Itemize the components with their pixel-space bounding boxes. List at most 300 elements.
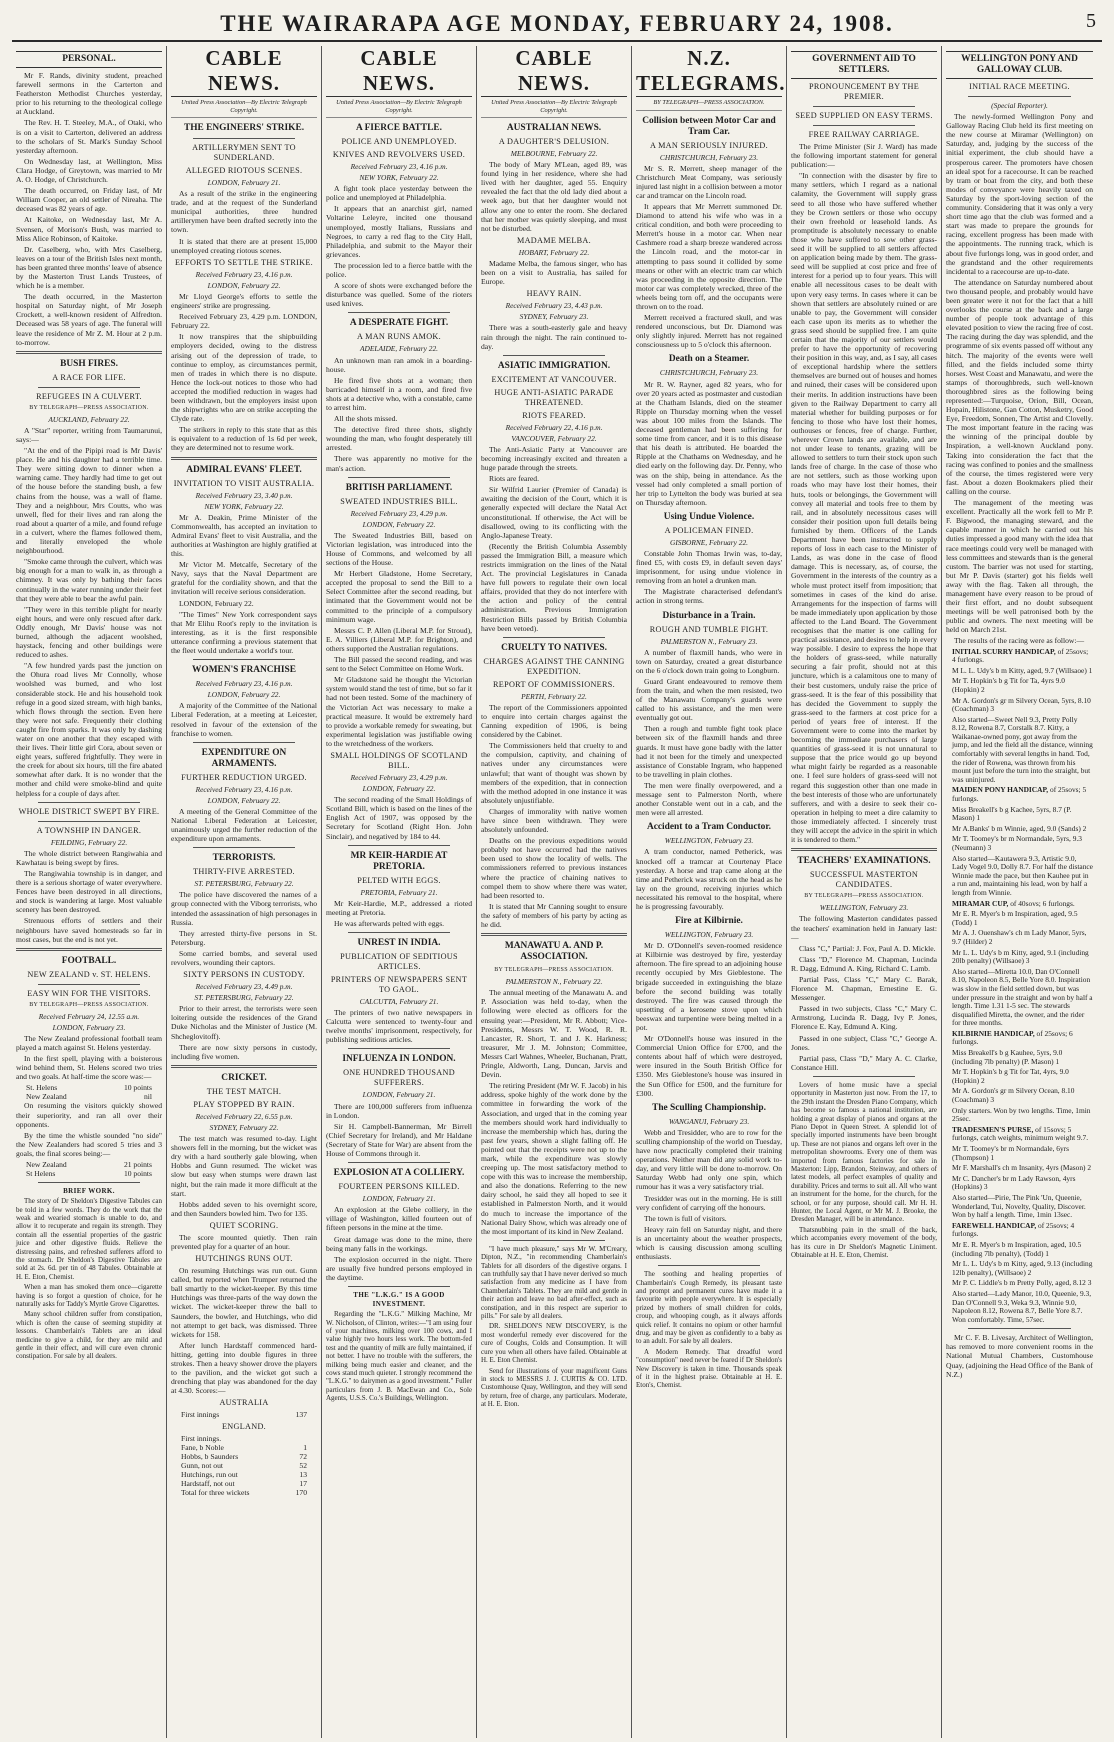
government-aid-body	[791, 142, 937, 844]
race-result-line: Only starters. Won by two lengths. Time, 1min 25sec.	[952, 1105, 1091, 1124]
copyright-credit: United Press Association—By Electric Telegraph Copyright.	[481, 99, 627, 118]
rain-body	[481, 323, 627, 350]
fleet-heading: ADMIRAL EVANS' FLEET.	[186, 464, 302, 475]
divider	[481, 933, 627, 936]
divider	[813, 1076, 915, 1077]
advertisement	[16, 1197, 162, 1361]
race-heading	[946, 648, 1093, 665]
score-line: Hardstaff, not out 17	[181, 1479, 307, 1489]
scotland-heading: SMALL HOLDINGS OF SCOTLAND BILL.	[330, 750, 468, 770]
paragraph: "The Times" New York correspondent says that Mr Elihu Root's reply to the invitation is interesting, as it is the first responsible utterance confirming a previous statement that the fleet would undertake a world's tour.	[171, 609, 317, 656]
race-result-line: Mr E. R. Myer's b m Inspiration, aged, 9.5 (Todd) 1	[952, 909, 1078, 927]
ad-heading: BRIEF WORK.	[63, 1187, 115, 1195]
press-credit: BY TELEGRAPH—PRESS ASSOCIATION.	[29, 1001, 149, 1008]
paragraph: The body of Mary M'Lean, aged 89, was found lying in her residence, where she had lived with her daughter, aged 55. Enquiry revealed the fact that the old lady died about a week ago, but that her daughter would not allow any one to enter the room. She declared that her mother was quietly sleeping, and must not be disturbed.	[481, 160, 627, 233]
divider	[171, 1065, 317, 1068]
dateline: WANGANUI, February 23.	[668, 1116, 750, 1126]
race-heading	[946, 1222, 1093, 1239]
received-line: Received February 22, 6.55 p.m.	[195, 1111, 293, 1121]
column-pony-club	[942, 46, 1097, 1738]
paragraph: On resuming Hutchings was run out. Gunn called, but reported when Trumper returned the ball smartly to the wicket-keeper. By this time Hutchings was three-parts of the way down the wicket. The wicket-keeper threw the ball to Saunders, the bowler, and Hutchings, who did not attempt to get back, was dismissed. Three wickets for 158.	[171, 1266, 317, 1339]
race-result-line: Mr T. Hopkin's b g Tit for Ta, 4yrs 9.0 (Hopkin) 2	[952, 676, 1065, 694]
paragraph: Prior to their arrest, the terrorists were seen loitering outside the residences of the Grand Duke Nicholas and the Minister of Justice (M. Shcheglovitoff).	[171, 1004, 317, 1041]
paragraph: Heavy rain fell on Saturday night, and there is an uncertainty about the weather prospects, which is causing discussion among sculling enthusiasts.	[636, 1224, 782, 1262]
received-line: Received February 23, 4.43 p.m.	[505, 301, 603, 311]
received-line: Received February 23, 4.49 p.m.	[195, 982, 293, 992]
strike-heading: THE ENGINEERS' STRIKE.	[183, 123, 305, 133]
paragraph: There was apparently no motive for the man's action.	[326, 454, 472, 473]
paragraph: It is stated that there are at present 15,000 unemployed creating riotous scenes.	[171, 236, 317, 255]
divider	[791, 848, 937, 851]
paragraph: Regarding the "L.K.G." Milking Machine, Mr W. Nicholson, of Clinton, writes:—"I am using four of your machines, milking over 100 cows, and I value highly two hours less work. The bottom-fed test and the quantity of milk are fully maintained, if not better. I have no trouble with the sufferers, the milking being much easier and cleaner, and the cows stand much quieter. I strongly recommend the "L.K.G." to dairymen as a good investment." Fuller particulars from J. B. MacEwan and Co., Sole Agents, U.S.S. Co.'s Buildings, Wellington.	[326, 1310, 472, 1403]
paragraph: The second reading of the Small Holdings of Scotland Bill, which is based on the lines of the English Act of 1907, was opposed by the Secretary for Scotland (Right Hon. John Sinclair), and negatived by 184 to 44.	[326, 795, 472, 841]
race-result-line: Also started—Lady Manor, 10.0, Queenie, 9.3, Dan O'Connell 9.3, Weka 9.3, Winnie 9.0, Napoleon 8.12, Rowena 8.7, Belle Yore 8.7. Won comfortably. Time, 57sec.	[952, 1288, 1092, 1324]
column-cable-news-1	[167, 46, 322, 1738]
received-line: Received February 23, 4.16 p.m.	[350, 162, 448, 171]
melba-body	[481, 259, 627, 286]
received-line: Received February 23, 4.16 p.m.	[195, 679, 293, 689]
hardie-heading: MR KEIR-HARDIE AT PRETORIA.	[350, 850, 448, 872]
terrorists-heading: TERRORISTS.	[212, 853, 276, 864]
paragraph: The attendance on Saturday numbered about two thousand people, and probably would have been greater were it not for the fact that a hill overlooks the course at the back and a large number of people took advantage of this elevated position to view the racing free of cost. The racing during the day was splendid, and the programme of six events passed off without any hitch. The majority of the events were well filled, and the fields included some thirty horses. West Coast and Manawatu, and were the stamps of thoroughbreds, such well-known thoroughbred sires as the following being represented:—Turquoise, Orion, Bill, Ocean, Hopain, Hilistone, Gan Cotton, Musketry, Good Eye, Freedom, Sonnen, The Artist and Clovelly. The most important feature in the racing was the winning of the principal double by Inspiration, a well-known Auckland pony. Taking into consideration the fact that the racing was confined to ponies and the smallness of the course, the times registered were very fast. About a dozen Bookmakers plied their calling on the course.	[946, 277, 1093, 496]
race-terms: of 25sovs; 5 furlongs.	[952, 785, 1087, 804]
government-aid-heading: GOVERNMENT AID TO SETTLERS.	[791, 51, 937, 79]
desperate-heading: A DESPERATE FIGHT.	[349, 318, 449, 329]
paragraph: Hobbs added seven to his overnight score, and then Saunders bowled him. Two for 135.	[171, 1199, 317, 1218]
dateline: LONDON, February 22.	[207, 795, 281, 805]
influenza-heading: INFLUENZA IN LONDON.	[342, 1054, 456, 1065]
paragraph: The death occurred, on Friday last, of Mr William Cooper, an old settler of Nireaha. The deceased was 82 years of age.	[16, 186, 162, 214]
battle-sub2: KNIVES AND REVOLVERS USED.	[332, 150, 466, 159]
undue-sub: A POLICEMAN FINED.	[664, 525, 754, 535]
paragraph: He was afterwards pelted with eggs.	[334, 918, 445, 928]
custody-heading: SIXTY PERSONS IN CUSTODY.	[183, 970, 305, 980]
dateline: WELLINGTON, February 23.	[664, 930, 754, 940]
train-heading: Disturbance in a Train.	[662, 610, 756, 621]
motor-body	[636, 164, 782, 350]
natives-body	[481, 703, 627, 929]
paragraph: It is stated that Mr Canning sought to ensure the safety of members of his party by acting as he did.	[481, 901, 627, 929]
paragraph: Lovers of home music have a special opportunity in Masterton just now. From the 17, to the 29th instant the Dresden Piano Company, which has become so famous a national institution, are holding a great display of pianos and organs at the Piano Depot in Queen Street. A splendid lot of specially imported instruments have been brought up. These are not pianos and organs left over in the metropolitan showrooms. Every one of them was imported from famous factories for sale in Masterton: Lipp, Brandon, Steinway, and others of latest models, all perfect examples of quality and durability. Prices and terms to suit all. All who want an instrument for the home, for the church, for the school, or for any purpose, should call. Mr H. H. Hunter, the Local Agent, or Mr M. J. Brooke, the Dresden Manager, will be in attendance.	[791, 1080, 937, 1224]
paragraph: There are now sixty persons in custody, including five women.	[171, 1042, 317, 1061]
paragraph: (Recently the British Columbia Assembly passed the Immigration Bill, a measure which restricts immigration on the lines of the Natal Act. The provincial Legislatures in Canada have full powers to regulate their own local affairs, provided that they do not interfere with the action and policy of the central administration. Previous Immigration Restriction Bills passed by British Columbia have been vetoed).	[481, 541, 627, 633]
paragraph: Mr Keir-Hardie, M.P., addressed a rioted meeting at Pretoria.	[326, 898, 472, 917]
pony-club-heading: WELLINGTON PONY AND GALLOWAY CLUB.	[946, 51, 1093, 79]
divider	[968, 96, 1071, 97]
natives-sub2: REPORT OF COMMISSIONERS.	[493, 679, 615, 689]
teachers-heading: TEACHERS' EXAMINATIONS.	[797, 856, 931, 867]
dateline: CALCUTTA, February 21.	[359, 997, 439, 1006]
column-government-aid	[787, 46, 942, 1738]
divider	[193, 847, 295, 848]
paragraph: The newly-formed Wellington Pony and Galloway Racing Club held its first meeting on the new course at Miramar (Wellington) on Saturday, and, judging by the success of the initial experiment, the club should have a prosperous career. The promoters have chosen an ideal spot for a racecourse. It can be reached by tram or boat from the city, and both these modes of conveyance were heavily taxed on Saturday by the sport-loving section of the community. Considering that it was only a very short time ago that the club was formed and a start was made to prepare the grounds for racing, excellent progress has been made with the appointments. The running track, which is about five furlongs long, was in good order, and the grandstand and the other requirements incidental to a racecourse are up-to-date.	[946, 112, 1093, 276]
race-heading	[946, 900, 1093, 909]
paragraph: A meeting of the General Committee of the National Liberal Federation at Leicester, unanimously urged the further reduction of the expenditure upon armaments.	[171, 806, 317, 844]
cable-news-heading: CABLE NEWS.	[481, 46, 627, 97]
score-line: Hobbs, b Saunders 72	[181, 1452, 307, 1462]
paragraph: Mr A. Deakin, Prime Minister of the Commonwealth, has accepted an invitation to Admiral Evans' fleet to visit Australia, and the authorities at Washington are highly gratified at this.	[171, 512, 317, 559]
column-cable-news-2	[322, 46, 477, 1738]
received-line: Received February 24, 12.55 a.m.	[38, 1011, 140, 1021]
divider	[16, 948, 162, 951]
india-body	[326, 1008, 472, 1044]
dateline: GISBORNE, February 22.	[670, 537, 748, 547]
press-credit: BY TELEGRAPH—PRESS ASSOCIATION.	[29, 404, 149, 411]
paragraph: Messrs C. P. Allen (Liberal M.P. for Stroud), E. A. Villiers (Liberal M.P. for Brighton), and others supported the Australian regulations.	[326, 625, 472, 653]
race-result-line: Mr A. J. Ouenshaw's ch m Lady Manor, 5yrs, 9.7 (Hilder) 2	[952, 928, 1087, 946]
paragraph: A Modern Remedy. That dreadful word "consumption" need never be feared if Dr Sheldon's New Discovery is taken in time. Thousands speak of it in the highest praise. Obtainable at H. E. Eton's, Chemist.	[636, 1347, 782, 1390]
paragraph: The Rangiwahia township is in danger, and there is a serious shortage of water everywhere. Fences have been destroyed in all directions, and stock is wandering at large. Most valuable scenery has been destroyed.	[16, 868, 162, 915]
paragraph: "In connection with the disaster by fire to many settlers, which I regard as a national calamity, the Government will supply grass seed to all those who have suffered whether they be Crown settlers or those who occupy their own freehold or leasehold lands. As promptitude is absolutely necessary to enable those who have suffered to sow other grass-seed it will be supplied to all settlers affected on application being made by them. The grass-seed will be supplied at cost price and free of interest for a period up to four years. This will enable all necessitous cases to be dealt with upon very easy terms. In cases where it can be shown that settlers are absolutely ruined or are unable to pay, the Government will consider each case upon its merits as to whether the grass seed should be supplied free. I am quite certain that the majority of our settlers would prefer to have the opportunity of recovering their position in this way, and, as I say, all cases of exceptional hardship where the settlers themselves are burned out of houses and homes and ruined, their cases will be considered upon their merits. In addition instructions have been given to the Railway Department to carry all material whether for building purposes or for fencing to those who have lost their homes, outhouses or fences, free of charge. Further, wherever Crown lands are available, and are not under lease to tenants, grazing will be allowed to settlers to turn their stock upon such lands free of charge. In the case of those who are not settlers, such as those working upon roads who may have lost their homes, their huts, tools or belongings, the Government will convey all material and tools free to them by rail, and in absolutely necessitous cases will consider their position upon full details being furnished by them. Officers of the Lands Department have been instructed to supply reports of loss in each case to the Minister of Lands, as was done in the case of flood damage. This is necessary, as, of course, the Government in the interests of the country as a whole must protect itself from imposition; that sometimes in cases of the kind do arise. Arrangements for the inspection of farms will be made immediately upon application by those affected to the Land Board. The Government recognises that the matter is one calling for practical assistance, and desires to help in every way possible. I desire to express the hope that the holders of grass-seed, while naturally securing a fair profit, should not at this juncture, which is a calamitous one to many of their best customers, unduly raise the price of grass-seed. It is the fear of this possibility that has decided the Government to supply the grass-seed to the farmers at cost price for a period of years free of interest. If the Government were to come into the market by becoming the immediate purchasers of large quantities of grass-seed it is not unnatural to suppose that the price would go up beyond what might fairly be regarded as a reasonable one. I feel sure holders of grass-seed will not regard this suggestion other than one made in the best interests of those who are unfortunately sufferers, and with a desire to seek their co-operation in helping to meet a dire calamity to those immediately affected. I sincerely trust they will accept the advice in the spirit in which it is tendered to them."	[791, 171, 937, 845]
special-reporter: (Special Reporter).	[991, 101, 1048, 110]
divider	[813, 125, 915, 126]
paragraph: An unknown man ran amok in a boarding-house.	[326, 355, 472, 374]
race-result-line: Mr E. R. Myer's b m Inspiration, aged, 10.5 (including 7lb penalty), (Todd) 1	[952, 1239, 1082, 1258]
dateline: AUCKLAND, February 22.	[48, 414, 130, 424]
motor-heading: Collision between Motor Car and Tram Car.	[642, 115, 776, 137]
paragraph: Passed in two subjects, Class "C," Mary C. Armstrong, Lucinda R. Dagg, Ivy P. Jones, Florence E. Kay, Edmund A. King.	[791, 1004, 937, 1032]
india-heading: UNREST IN INDIA.	[357, 938, 441, 948]
paragraph: The Rev. H. T. Steeley, M.A., of Otaki, who is on a visit to Carterton, delivered an address to the scholars of St. Mark's Sunday School yesterday afternoon.	[16, 118, 162, 155]
paragraph: There are 100,000 sufferers from influenza in London.	[326, 1101, 472, 1120]
parliament-sub: SWEATED INDUSTRIES BILL.	[340, 496, 458, 506]
franchise-body	[171, 701, 317, 737]
paragraph: The Bill passed the second reading, and was sent to the Select Committee on Home Work.	[326, 655, 472, 674]
cable-news-heading: CABLE NEWS.	[171, 46, 317, 97]
paragraph: The Prime Minister (Sir J. Ward) has made the following important statement for general publication:—	[791, 142, 937, 170]
race-heading	[946, 786, 1093, 803]
paragraph: The detective fired three shots, slightly wounding the man, who fought desperately till arrested.	[326, 425, 472, 453]
dateline: NEW YORK, February 22.	[359, 173, 439, 183]
paragraph: Mr S. R. Merrett, sheep manager of the Christchurch Meat Company, was seriously injured last night in a collision between a motor car and tramcar on the Lincoln road.	[636, 163, 782, 200]
masthead	[12, 8, 1102, 42]
paragraph: The whole district between Rangiwahia and Kawhatau is being swept by fires.	[16, 848, 162, 867]
pony-club-sub: INITIAL RACE MEETING.	[969, 82, 1070, 91]
dateline: CHRISTCHURCH, February 23.	[659, 368, 759, 378]
press-credit: BY TELEGRAPH—PRESS ASSOCIATION.	[636, 99, 782, 111]
advertisement	[481, 1245, 627, 1409]
paragraph: The retiring President (Mr W. F. Jacob) in his address, spoke highly of the work done by the committee in forwarding the work of the Association, and urged that in the coming year the members should work hard individually to increase the membership which has, during the past few years, shown a slight falling off. He pointed out that the receipts were not up to the mark, while the expenditure was slowly creeping up. The most satisfactory method to cope with this was to increase the membership, and also the donations. Referring to the new dairy school, he said they all hoped to see it established in Palmerston North, and it would do much to increase the importance of the National Dairy Show, which was already one of the most important of its kind in New Zealand.	[481, 1081, 627, 1236]
divider	[193, 742, 295, 743]
dateline: MELBOURNE, February 22.	[510, 149, 598, 158]
paragraph: The Anti-Asiatic Party at Vancouver are becoming increasingly excited and threaten a huge parade through the streets.	[481, 444, 627, 473]
paragraph: The printers of two native newspapers in Calcutta were sentenced to twenty-four and twelve months' imprisonment, respectively, for publishing seditious articles.	[326, 1008, 472, 1045]
pony-club-body	[946, 112, 1093, 645]
football-body	[16, 1034, 162, 1081]
received-line: Received February 23, 4.29 p.m.	[350, 772, 448, 782]
government-aid-sub3: FREE RAILWAY CARRIAGE.	[808, 130, 920, 139]
dateline: LONDON, February 22.	[207, 280, 281, 290]
race-result-line: Mr F. Marshall's ch m Insanity, 4yrs (Mason) 2	[952, 1163, 1092, 1173]
strike-sub: ARTILLERYMEN SENT TO SUNDERLAND.	[192, 143, 296, 162]
paragraph: The New Zealand professional football team played a match against St. Helens yesterday.	[16, 1033, 162, 1053]
australian-news-body	[481, 160, 627, 233]
divider	[348, 1048, 450, 1049]
paragraph: Mr Victor M. Metcalfe, Secretary of the Navy, says that the Naval Department are grateful for the cordiality shown, and that the invitation will receive serious consideration.	[171, 560, 317, 597]
divider	[38, 821, 140, 822]
paragraph: Partial pass, Class "D," Mary A. C. Clarke, Constance Hill.	[791, 1053, 937, 1072]
influenza-body	[326, 1102, 472, 1159]
paragraph: Some carried bombs, and several used revolvers, wounding their captors.	[171, 948, 317, 967]
cricket-body	[171, 1134, 317, 1218]
divider	[658, 1265, 760, 1266]
steamer-heading: Death on a Steamer.	[668, 354, 750, 365]
paragraph: The Sweated Industries Bill, based on Victorian legislation, was introduced into the House of Commons, and welcomed by all sections of the House.	[326, 530, 472, 568]
influenza-sub: ONE HUNDRED THOUSAND SUFFERERS.	[343, 1068, 455, 1088]
received-line: Received February 23, 4.16 p.m.	[195, 784, 293, 794]
divider	[968, 1328, 1071, 1329]
scotland-body	[326, 795, 472, 840]
paragraph: It appears that an anarchist girl, named Voltarine Leleyre, incited one thousand unemployed, mostly Italians, Russians and Negroes, to carry a red flag to the City Hall, Philadelphia, and submit to the Mayor their grievances.	[326, 204, 472, 259]
cricket-sub2: PLAY STOPPED BY RAIN.	[193, 1099, 295, 1109]
fire-body	[636, 941, 782, 1098]
press-credit: BY TELEGRAPH—PRESS ASSOCIATION.	[804, 893, 924, 900]
race-result-line: Also started—Kautawera 9.3, Artistic 9.0, Lady Vogel 9.0, Dolly 8.7. For half the distance Winnie made the pace, but then Kauhee put in a run and, maintaining his lead, won by half a length from Winnie.	[952, 853, 1093, 897]
dateline: SYDNEY, February 22.	[209, 1122, 279, 1132]
scoreboard-team: ENGLAND.	[221, 1422, 266, 1432]
district-body	[16, 849, 162, 944]
masthead-title: THE WAIRARAPA AGE MONDAY, FEBRUARY 24, 1908.	[220, 11, 894, 36]
sculling-heading: The Sculling Championship.	[652, 1102, 766, 1113]
fleet-body	[171, 513, 317, 655]
football-body-2	[16, 1101, 162, 1158]
paragraph: He fired five shots at a woman; then barricaded himself in a room, and fired five shots at a detective who, with a constable, came to arrest him.	[326, 375, 472, 412]
dateline: WELLINGTON, February 23.	[664, 836, 754, 846]
paragraph: Guard Grant endeavoured to remove them from the train, and when the men resisted, two of the Manawatu Company's guards were called to his assistance, and the men were eventually got out.	[636, 676, 782, 723]
dateline: LONDON, February 23.	[52, 1022, 126, 1032]
hutchings-body	[171, 1266, 317, 1395]
paragraph: Deaths on the previous expeditions would probably not have occurred had the natives been used to show the locality of wells. The commissioners referred to previous instances where the practice of chaining natives to compel them to show where there was water, had been resorted to.	[481, 836, 627, 900]
paragraph: A score of shots were exchanged before the disturbance was quelled. Some of the rioters used knives.	[326, 281, 472, 309]
tram-heading: Accident to a Tram Conductor.	[646, 822, 772, 833]
paragraph: On resuming the visitors quickly showed their superiority, and ran all over their opponents.	[16, 1101, 162, 1129]
race-name: MIRAMAR CUP,	[952, 898, 1011, 908]
hardie-body	[326, 899, 472, 928]
armaments-heading: EXPENDITURE ON ARMAMENTS.	[201, 747, 287, 769]
dateline: VANCOUVER, February 22.	[511, 433, 597, 443]
paragraph: When a man has smoked them once—cigarette having is so forgot a question of choice, for he naturally asks for Taddy's Myrtle Grove Cigarettes.	[16, 1283, 162, 1308]
government-aid-sub2: SEED SUPPLIED ON EASY TERMS.	[795, 111, 933, 120]
race-terms: of 15sovs; 5 furlongs, catch weights, minimum weight 9.7.	[952, 1124, 1089, 1143]
asiatic-sub2: HUGE ANTI-ASIATIC PARADE THREATENED.	[494, 387, 614, 407]
divider	[503, 1240, 605, 1241]
dateline: ST. PETERSBURG, February 22.	[194, 993, 294, 1003]
paragraph: Madame Melba, the famous singer, who has been on a visit to Australia, has sailed for Europe.	[481, 258, 627, 287]
received-line: Received February 23, 3.40 p.m.	[195, 490, 293, 500]
efforts-heading: EFFORTS TO SETTLE THE STRIKE.	[174, 257, 314, 267]
score-line: New Zealand nil	[26, 1092, 152, 1102]
manawatu-heading: MANAWATU A. AND P. ASSOCIATION.	[504, 941, 604, 963]
desperate-sub: A MAN RUNS AMOK.	[357, 332, 441, 342]
paragraph: The following Masterton candidates passed the teachers' examination held in January last:—	[791, 914, 937, 942]
score-line: New Zealand 21 points	[26, 1160, 152, 1169]
race-name: MAIDEN PONY HANDICAP,	[952, 785, 1050, 795]
paragraph: Then a rough and tumble fight took place between six of the flaxmill hands and three guards. It must have gone badly with the latter had it not been for the timely and unexpected assistance of Constable Ingram, who happened to be travelling in plain clothes.	[636, 724, 782, 779]
dateline: FEILDING, February 22.	[50, 837, 128, 847]
dateline: LONDON, February 21.	[362, 1090, 436, 1100]
race-terms: of 25sovs; 4 furlongs.	[952, 646, 1089, 665]
custody-body	[171, 1004, 317, 1061]
dateline: PRETORIA, February 21.	[360, 887, 438, 897]
paragraph: A "Star" reporter, writing from Taumarunui, says:—	[16, 425, 162, 444]
race-terms: of 25sovs; 6 furlongs.	[952, 1028, 1073, 1047]
india-sub2: PRINTERS OF NEWSPAPERS SENT TO GAOL.	[330, 975, 468, 994]
fleet-sub: INVITATION TO VISIT AUSTRALIA.	[173, 478, 315, 488]
race-result-line: Also started—Miretta 10.0, Dan O'Connell 8.10, Napoleon 8.5, Belle Yore 8.0. Inspiration was slow in the field settled down, but was under pressure in the straight and won by half a length. Time 1.31 1-5 sec. The stewards disqualified Miretta, the owner, and the rider for three months.	[952, 966, 1093, 1028]
paragraph: At Kaitoke, on Wednesday last, Mr A. Svensen, of Morison's Bush, was married to Miss Alice Robinson, of Kaitoke.	[16, 215, 162, 243]
football-sub2: EASY WIN FOR THE VISITORS.	[27, 988, 151, 998]
race-result-line: Mr C. Dancher's br m Lady Rawson, 4yrs (Hopkins) 3	[952, 1173, 1076, 1192]
paragraph: The score mounted quietly. Then rain prevented play for a quarter of an hour.	[171, 1232, 317, 1251]
paragraph: The Commissioners held that cruelty to and the compulsion, captivity, and chaining of natives under any circumstances were unlawful; that want of thought was shown by members of the expedition, that in connection with the method adopted in one instance it was absolutely unjustifiable.	[481, 741, 627, 805]
race-result-line: Mr L. L. Udy's b m Kitty, aged, 9.13 (including 12lb penalty), (Willsaoe) 2	[952, 1259, 1093, 1277]
paragraph: The strikers in reply to this state that as this is equivalent to a reduction of 1s 6d per week, they are determined not to resume work.	[171, 425, 317, 453]
dateline: SYDNEY, February 23.	[519, 312, 589, 322]
teachers-body	[791, 914, 937, 1072]
terrorists-sub: THIRTY-FIVE ARRESTED.	[193, 867, 295, 877]
score-line: Hutchings, run out 13	[181, 1470, 307, 1480]
page-number: 5	[1086, 10, 1096, 32]
paragraph: The death occurred, in the Masterton hospital on Saturday night, of Mr Joseph Crockett, a well-known resident of Alfredton. Deceased was 58 years of age. The funeral will leave the residence of Mr Z. M. Hour at 2 p.m. to-morrow.	[16, 292, 162, 347]
received-line: Received February 23, 4.29 p.m.	[350, 508, 448, 518]
quiet-body	[171, 1233, 317, 1251]
paragraph: "I have much pleasure," says Mr W. M'Creary, Dipton, N.Z., "in recommending Chamberlain's Tablets for all disorders of the digestive organs. I can truthfully say that I have never derived so much satisfaction from any medicine as I have from Chamberlain's Tablets. They are mild and gentle in their action and leave no bad after-effect, such as constipation, and in this respect are superior to pills." For sale by all dealers.	[481, 1244, 627, 1321]
race-result-line: Mr P. C. Liddle's b m Pretty Polly, aged, 8.12 3	[952, 1278, 1092, 1288]
paragraph: A majority of the Committee of the National Liberal Federation, at a meeting at Leicester, resolved in favour of the extension of the franchise to women.	[171, 701, 317, 738]
score-line: Fane, b Noble 1	[181, 1443, 307, 1453]
dateline: NEW YORK, February 22.	[204, 501, 284, 511]
efforts-body	[171, 292, 317, 453]
received-line: Received February 23, 4.16 p.m.	[195, 269, 293, 279]
race-name: TRADESMEN'S PURSE,	[952, 1124, 1036, 1134]
dateline: LONDON, February 21.	[362, 1194, 436, 1204]
dateline: LONDON, February 22.	[207, 690, 281, 700]
paragraph: Mr F. Rands, divinity student, preached farewell sermons in the Carterton and Featherston Methodist Churches yesterday, prior to his returning to the theological college at Auckland.	[16, 71, 162, 117]
score-line: First innings 137	[181, 1410, 307, 1420]
paragraph: In the first spell, playing with a boisterous wind behind them, St. Helens scored two tries and two goals. At half-time the score was:—	[16, 1054, 162, 1082]
dateline: PERTH, February 22.	[521, 691, 587, 701]
paragraph: The report of the Commissioners appointed to enquire into certain charges against the Canning expedition of 1906, is being considered by the Cabinet.	[481, 702, 627, 740]
natives-heading: CRUELTY TO NATIVES.	[501, 642, 607, 653]
race-result-line: Also started—Sweet Nell 9.3, Pretty Polly 8.12, Rowena 8.7, Corstalk 8.7. Kitty, a Waikanae-owned pony, got away from the jump, and led the field all the distance, winning comfortably with several lengths in hand. Tod, the rider of Rowena, was thrown from his mount just before the turn into the straight, but was uninjured.	[952, 714, 1093, 784]
divider	[38, 802, 140, 803]
dateline: LONDON, February 22.	[362, 784, 436, 794]
race-result-line: Also started—Pirie, The Pink 'Un, Queenie, Wonderland, Tui, Novelty, Quality, Discover. Won by half a length. Time, 1min 13sec.	[952, 1192, 1086, 1220]
fire-heading: Fire at Kilbirnie.	[675, 916, 743, 927]
divider	[503, 355, 605, 356]
cricket-heading: CRICKET.	[221, 1072, 267, 1083]
divider	[503, 637, 605, 638]
bush-fires-body	[16, 426, 162, 798]
paragraph: Mr R. W. Rayner, aged 82 years, who for over 20 years acted as postmaster and custodian at the Chatham Islands, died on the steamer Ripple on Thursday morning when the vessel was about 100 miles from the Islands. The deceased gentleman had been suffering for some time from cancer, and it is to this disease that his death is attributed. He boarded the Ripple at the Chathams on Wednesday, and he died early on the following day. Dr. Penny, who was on the ship, being in attendance. As the vessel had only completed a small portion of her trip to Lyttelton the body was buried at sea on Thursday afternoon.	[636, 379, 782, 507]
paragraph: The annual meeting of the Manawatu A. and P. Association was held to-day, when the following were elected as officers for the ensuing year:—President, Mr R. Abbott; Vice-Presidents, Messrs W. T. Wood, R. R. Lancaster, R. Short, T. and J. K. Harkness; treasurer, Mr J. M. Johnston; Committee, Messrs Carl Wahnes, Wheeler, Buchanan, Pratt, Pringle, Aldworth, Lang, Duncan, Jarvis and Devin.	[481, 988, 627, 1080]
refugees-sub: REFUGEES IN A CULVERT.	[36, 391, 142, 401]
colliery-heading: EXPLOSION AT A COLLIERY.	[333, 1168, 465, 1179]
race-terms: of 40sovs; 6 furlongs.	[1010, 898, 1075, 908]
dateline: ST. PETERSBURG, February 22.	[194, 879, 294, 889]
government-aid-sub: PRONOUNCEMENT BY THE PREMIER.	[808, 82, 920, 101]
paragraph: Charges of immorality with native women have since been withdrawn. They were absolutely unfounded.	[481, 806, 627, 835]
battle-heading: A FIERCE BATTLE.	[355, 123, 443, 133]
paragraph: Class "D," Florence M. Chapman, Lucinda R. Dagg, Edmund A. King, Richard C. Lamb.	[791, 954, 937, 973]
scoreboard-team: AUSTRALIA	[219, 1398, 269, 1408]
divider	[348, 845, 450, 846]
cable-news-heading: CABLE NEWS.	[326, 46, 472, 97]
steamer-body	[636, 380, 782, 507]
paragraph: The test match was resumed to-day. Light showers fell in the morning, but the wicket was dry with a hard southerly gale blowing, when Hobbs and Gunn resumed. The wicket was slow but easy when stumps were drawn last night, but the rain made it more difficult at the start.	[171, 1134, 317, 1198]
divider	[193, 138, 295, 139]
paragraph: The Magistrate characterised defendant's action in strong terms.	[636, 587, 782, 606]
race-name: INITIAL SCURRY HANDICAP,	[952, 646, 1058, 656]
colliery-sub: FOURTEEN PERSONS KILLED.	[338, 1182, 460, 1192]
paragraph: Send for illustrations of your magnificent Guns in stock to MESSRS J. J. CURTIS & CO. LTD. Customhouse Quay, Wellington, and they will send by return, free of charge, any particulars. Moderate, at H. E. Eton.	[481, 1366, 627, 1409]
race-result-line: Mr L. L. Udy's b m Kitty, aged, 9.1 (including 20lb penalty) (Willsaoe) 3	[952, 947, 1089, 966]
closing-notice: Mr C. F. B. Livesay, Architect of Wellington, has removed to more convenient rooms in the National Mutual Chambers, Customhouse Quay, (adjoining the Head Office of the Bank of N.Z.)	[946, 1333, 1093, 1379]
paragraph: DR. SHELDON'S NEW DISCOVERY, is the most wonderful remedy ever discovered for the cure of Coughs, Colds and Consumption. It will cure you when all others have failed. Obtainable at H. E. Eton Chemist.	[481, 1322, 627, 1365]
paragraph: A number of flaxmill hands, who were in town on Saturday, created a great disturbance on the 6 o'clock down train going to Longburn.	[636, 647, 782, 675]
australian-news-heading: AUSTRALIAN NEWS.	[506, 123, 602, 133]
district-heading: WHOLE DISTRICT SWEPT BY FIRE.	[18, 806, 160, 816]
quiet-heading: QUIET SCORING.	[209, 1220, 279, 1230]
press-credit: BY TELEGRAPH—PRESS ASSOCIATION.	[494, 967, 614, 974]
colliery-body	[326, 1205, 472, 1282]
race-result-line: Mr A. Gordon's gr m Silvery Ocean, 5yrs, 8.10 (Coachman) 3	[952, 695, 1091, 714]
paragraph: Webb and Tresidder, who are to row for the sculling championship of the world on Tuesday, have now practically completed their training operations. Neither man did any solid work to-day, and very little will be done to-morrow. On Saturday Webb had only one spin, which rumour has it was a very satisfactory trial.	[636, 1127, 782, 1192]
column-cable-news-3	[477, 46, 632, 1738]
paragraph: By the time the whistle sounded "no side" the New Zealanders had scored 5 tries and 3 goals, the final scores being:—	[16, 1130, 162, 1158]
race-heading	[946, 1030, 1093, 1047]
paragraph: The men were finally overpowered, and a message sent to Palmerston North, where another Constable went out in a cab, and the men were all arrested.	[636, 780, 782, 818]
paragraph: The soothing and healing properties of Chamberlain's Cough Remedy, its pleasant taste and prompt and permanent cures have made it a favourite with people everywhere. It is especially prized by mothers of small children for colds, croup, and whooping cough, as it always affords quick relief. It contains no opium or other harmful drug, and may be given as confidently to a baby as to an adult. For sale by all dealers.	[636, 1270, 782, 1346]
battle-body	[326, 184, 472, 308]
paragraph: "A few hundred yards past the junction on the Ohura road lives Mr Connolly, whose woolshed was burned, and who lost considerable stock. He and his household took refuge in a good sized stream, with high banks, which flows through the section. Even here they were not safe. Frequently their clothing caught fire from sparks. It was only by dashing water on one another that they escaped with their lives. Their little girl Cora, about seven or eight years, suffered frightfully. They were in the creek for about six hours, till the fire abated somewhat after dark. It is no wonder that the mother and child were smoke-blind and quite helpless for a couple of days after.	[16, 661, 162, 798]
paragraph: Sir H. Campbell-Bannerman, Mr Birrell (Chief Secretary for Ireland), and Mr Haldane (Secretary of State for War) are absent from the House of Commons through it.	[326, 1121, 472, 1159]
ad-heading: THE "L.K.G." IS A GOOD INVESTMENT.	[353, 1290, 445, 1309]
franchise-heading: WOMEN'S FRANCHISE	[192, 665, 296, 676]
melba-heading: MADAME MELBA.	[517, 235, 591, 245]
paragraph: They arrested thirty-five persons in St. Petersburg.	[171, 928, 317, 947]
divider	[16, 351, 162, 354]
armaments-sub: FURTHER REDUCTION URGED.	[181, 772, 307, 782]
advertisement	[326, 1310, 472, 1402]
score-line: First innings.	[181, 1434, 222, 1444]
strike-sub2: ALLEGED RIOTOUS SCENES.	[185, 166, 303, 175]
cricket-sub: THE TEST MATCH.	[206, 1086, 282, 1096]
paragraph: The police have discovered the names of a group connected with the Viborg terrorists, who intended the assassination of high personages in Russia.	[171, 890, 317, 927]
divider	[38, 984, 140, 985]
race-name: KILBIRNIE HANDICAP,	[952, 1028, 1037, 1038]
divider	[348, 1286, 450, 1287]
paragraph: The story of Dr Sheldon's Digestive Tabules can be told in a few words. They do the work that the weak and wearied stomach is unable to do, and allow it to recuperate and regain its strength. They contain all the essential properties of the gastric juice and other digestive fluids. Relieve the distressing pains, and refreshed sufferers afford to the stomach. Dr Sheldon's Digestive Tabules are sold at 2s. 6d. per tin of 48 Tabules. Obtainable at H. E. Eton, Chemist.	[16, 1197, 162, 1281]
undue-heading: Using Undue Violence.	[663, 511, 755, 522]
advertisement	[791, 1081, 937, 1260]
football-sub: NEW ZEALAND v. ST. HELENS.	[27, 969, 151, 979]
asiatic-sub3: RIOTS FEARED.	[522, 410, 586, 420]
column-nz-telegrams	[632, 46, 787, 1738]
paragraph: Passed in one subject, Class "C," George A. Jones.	[791, 1033, 937, 1052]
hutchings-heading: HUTCHINGS RUNS OUT.	[195, 1254, 293, 1264]
paragraph: Great damage was done to the mine, there being many falls in the workings.	[326, 1234, 472, 1253]
score-line: Gunn, not out 52	[181, 1461, 307, 1471]
paragraph: On Wednesday last, at Wellington, Miss Clara Hodge, of Greytown, was married to Mr A. O. Hodge, of Christchurch.	[16, 156, 162, 185]
personal-body	[16, 71, 162, 347]
hardie-sub: PELTED WITH EGGS.	[357, 875, 441, 885]
bush-fires-heading: BUSH FIRES.	[60, 358, 118, 369]
strike-body	[171, 189, 317, 255]
paragraph: Dr. Caselberg, who, with Mrs Caselberg, leaves on a tour of the British Isles next month, has been granted three months' leave of absence by the Masterton Trust Lands Trustees, of which he is a member.	[16, 244, 162, 291]
paragraph: It appears that Mr Merrett summoned Dr. Diamond to attend his wife who was in a critical condition, and both were proceeding to Merrett's house in a motor car. When near Cashmere road a sharp breeze wandered across the Lincoln road, and the motor-car in attempting to pass sound it collided by some means or other with an electric tram car which was proceeding in the opposite direction. The motor car was completely wrecked, three of the wheels being torn off, and the occupants were thrown on to the road.	[636, 201, 782, 311]
paragraph: The town is full of visitors.	[644, 1213, 727, 1223]
